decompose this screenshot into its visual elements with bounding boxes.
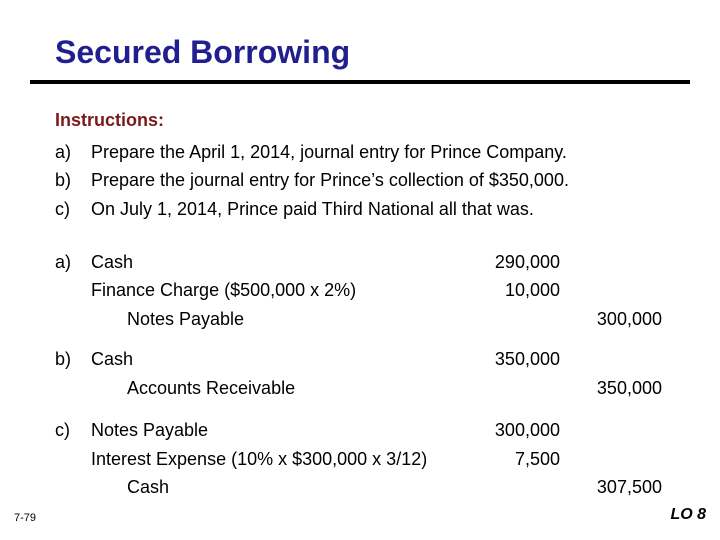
debit-amount: 7,500 bbox=[514, 449, 560, 469]
slide-title: Secured Borrowing bbox=[55, 34, 351, 70]
account-name: Cash bbox=[91, 349, 134, 369]
credit-amount: 300,000 bbox=[596, 309, 662, 329]
account-name: Interest Expense (10% x $300,000 x 3/12) bbox=[91, 449, 428, 469]
instruction-marker: a) bbox=[55, 142, 72, 162]
account-name: Finance Charge ($500,000 x 2%) bbox=[91, 280, 357, 300]
instruction-marker: c) bbox=[55, 199, 70, 219]
learning-objective: LO 8 bbox=[670, 506, 706, 523]
credit-amount: 350,000 bbox=[596, 378, 662, 398]
instruction-text: Prepare the April 1, 2014, journal entry for Prince Company. bbox=[91, 142, 567, 162]
debit-amount: 350,000 bbox=[494, 349, 560, 369]
debit-amount: 10,000 bbox=[504, 280, 560, 300]
instruction-text: Prepare the journal entry for Prince’s collection of $350,000. bbox=[91, 170, 569, 190]
instructions-heading: Instructions: bbox=[55, 110, 165, 130]
title-divider bbox=[30, 80, 690, 84]
entry-marker: a) bbox=[55, 252, 72, 272]
account-name: Notes Payable bbox=[91, 420, 209, 440]
entry-marker: c) bbox=[55, 420, 70, 440]
credit-amount: 307,500 bbox=[596, 477, 662, 497]
entry-marker: b) bbox=[55, 349, 72, 369]
account-name: Accounts Receivable bbox=[127, 378, 296, 398]
account-name: Notes Payable bbox=[127, 309, 245, 329]
slide-number: 7-79 bbox=[14, 512, 37, 524]
instruction-text: On July 1, 2014, Prince paid Third National all that was. bbox=[91, 199, 534, 219]
instruction-marker: b) bbox=[55, 170, 72, 190]
debit-amount: 290,000 bbox=[494, 252, 560, 272]
account-name: Cash bbox=[91, 252, 134, 272]
account-name: Cash bbox=[127, 477, 170, 497]
debit-amount: 300,000 bbox=[494, 420, 560, 440]
